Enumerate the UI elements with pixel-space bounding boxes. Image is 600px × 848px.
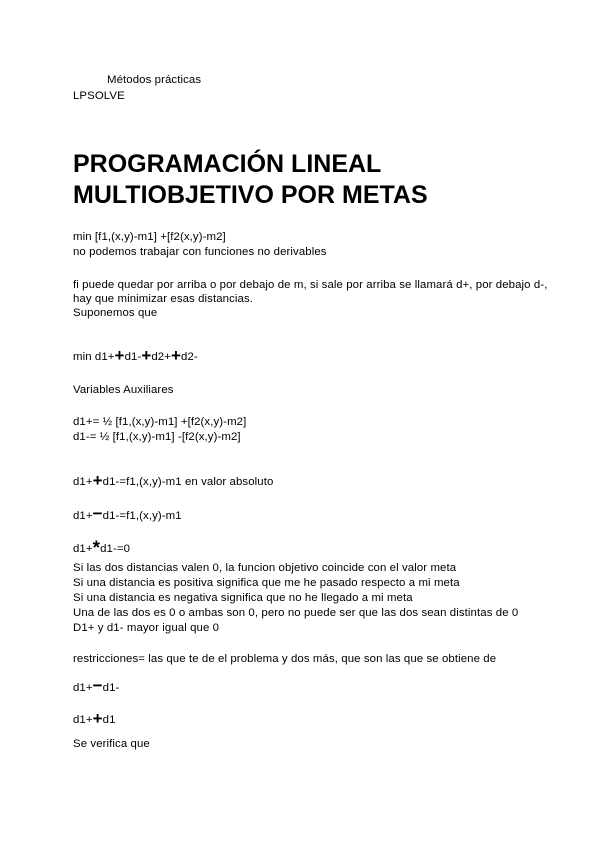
suponemos-line: Suponemos que [73, 307, 158, 319]
min-expr-part-4: d2- [181, 351, 198, 363]
plus-symbol: + [92, 709, 103, 728]
plus-symbol: + [171, 346, 182, 365]
plus-symbol: + [141, 346, 152, 365]
r2-part-2: d1 [102, 714, 116, 726]
restriction-expression-1 [73, 676, 120, 695]
diff-expr-part-2: d1-=f1,(x,y)-m1 [102, 510, 182, 522]
interpretation-line: Una de las dos es 0 o ambas son 0, pero no puede ser que las dos sean distintas de 0 [73, 607, 519, 619]
prod-expr-part-2: d1-=0 [100, 543, 131, 555]
r1-part-2: d1- [102, 682, 120, 694]
r2-part-1: d1+ [73, 714, 93, 726]
header-subject: LPSOLVE [73, 90, 125, 102]
title-line-2: MULTIOBJETIVO POR METAS [73, 181, 428, 209]
r1-part-1: d1+ [73, 682, 93, 694]
interpretation-line: Si una distancia es negativa significa que no he llegado a mi meta [73, 592, 413, 604]
restricciones-line: restricciones= las que te de el problema y dos más, que son las que se obtiene de [73, 653, 497, 665]
no-derivables-note: no podemos trabajar con funciones no derivables [73, 246, 327, 258]
interpretation-line: Si las dos distancias valen 0, la funcion objetivo coincide con el valor meta [73, 562, 457, 574]
interpretation-line: D1+ y d1- mayor igual que 0 [73, 622, 220, 634]
d1-minus-definition: d1-= ½ [f1,(x,y)-m1] -[f2(x,y)-m2] [73, 431, 241, 443]
minus-symbol: − [92, 676, 103, 695]
fi-description-2: hay que minimizar esas distancias. [73, 293, 254, 305]
min-expr-part-2: d1- [124, 351, 142, 363]
variables-auxiliares-heading: Variables Auxiliares [73, 384, 174, 396]
asterisk-symbol: * [92, 538, 101, 559]
product-expression [73, 538, 131, 559]
header-course: Métodos prácticas [107, 74, 202, 86]
se-verifica-line: Se verifica que [73, 738, 150, 750]
restriction-expression-2 [73, 711, 116, 727]
abs-expr-part-1: d1+ [73, 476, 93, 488]
plus-symbol: + [114, 346, 125, 365]
difference-expression [73, 504, 182, 523]
absolute-value-expression [73, 473, 273, 489]
title-line-1: PROGRAMACIÓN LINEAL [73, 150, 382, 178]
objective-function: min [f1,(x,y)-m1] +[f2(x,y)-m2] [73, 231, 226, 243]
interpretation-line: Si una distancia es positiva significa que me he pasado respecto a mi meta [73, 577, 460, 589]
min-expr-part-1: min d1+ [73, 351, 115, 363]
plus-symbol: + [92, 471, 103, 490]
diff-expr-part-1: d1+ [73, 510, 93, 522]
d1-plus-definition: d1+= ½ [f1,(x,y)-m1] +[f2(x,y)-m2] [73, 416, 247, 428]
fi-description-1: fi puede quedar por arriba o por debajo de m, si sale por arriba se llamará d+, por debajo d-, [73, 279, 548, 291]
min-expression [73, 348, 198, 364]
abs-expr-part-2: d1-=f1,(x,y)-m1 en valor absoluto [102, 476, 274, 488]
prod-expr-part-1: d1+ [73, 543, 93, 555]
min-expr-part-3: d2+ [151, 351, 171, 363]
minus-symbol: − [92, 504, 103, 523]
